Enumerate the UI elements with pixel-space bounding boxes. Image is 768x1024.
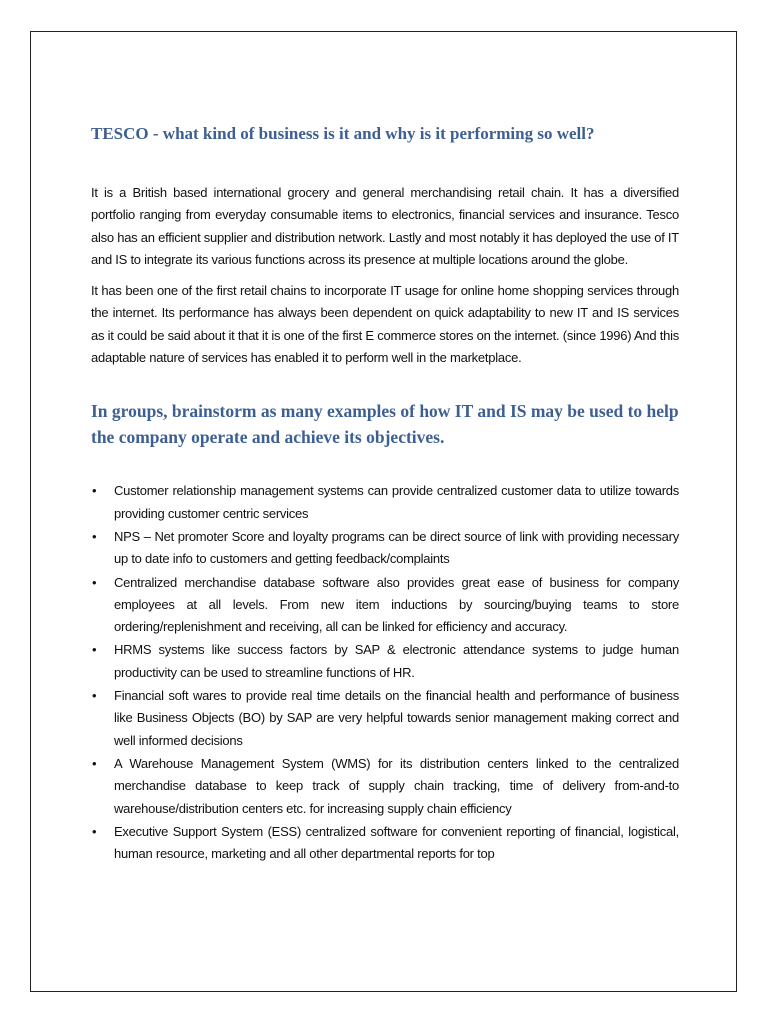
list-item	[91, 480, 679, 525]
list-item-text: Centralized merchandise database software also provides great ease of business for company employees at all levels. From new item inductions by sourcing/buying teams to store ordering/replenishment and receiving, all can be linked for efficiency and accuracy.	[114, 574, 679, 635]
list-item	[91, 639, 679, 684]
bullet-list	[91, 480, 679, 865]
list-item-text: HRMS systems like success factors by SAP & electronic attendance systems to judge human productivity can be used to streamline functions of HR.	[114, 642, 679, 680]
section-heading: In groups, brainstorm as many examples of how IT and IS may be used to help the company operate and achieve its objectives.	[91, 401, 679, 448]
list-item	[91, 572, 679, 639]
bullet-icon: •	[92, 755, 97, 771]
bullet-icon: •	[92, 574, 97, 590]
list-item-text: Customer relationship management systems can provide centralized customer data to utilize towards providing customer centric services	[114, 483, 679, 521]
list-item	[91, 685, 679, 752]
list-item	[91, 753, 679, 820]
list-item-text: Financial soft wares to provide real time details on the financial health and performance of business like Business Objects (BO) by SAP are very helpful towards senior management making correct and well informed decisions	[114, 688, 679, 748]
bullet-icon: •	[92, 642, 97, 658]
list-item-text: NPS – Net promoter Score and loyalty programs can be direct source of link with providing necessary up to date info to customers and getting feedback/complaints	[114, 528, 679, 567]
list-item	[91, 821, 679, 866]
bullet-icon: •	[92, 688, 97, 704]
paragraph-overview: It is a British based international grocery and general merchandising retail chain. It has a diversified portfolio ranging from everyday consumable items to electronics, financial services and insurance. Tesco also has an efficient supplier and distribution network. Lastly and most notably it has deployed the use of IT and IS to integrate its various functions across its presence at multiple locations around the globe.	[91, 185, 679, 267]
list-item-text: Executive Support System (ESS) centralized software for convenient reporting of financial, logistical, human resource, marketing and all other departmental reports for top	[114, 823, 679, 862]
bullet-icon: •	[92, 823, 97, 839]
bullet-icon: •	[92, 528, 97, 544]
list-item-text: A Warehouse Management System (WMS) for its distribution centers linked to the centralized merchandise database to keep track of supply chain tracking, time of delivery from-and-to warehouse/distribution centers etc. for increasing supply chain efficiency	[114, 755, 679, 816]
bullet-icon: •	[92, 483, 97, 499]
list-item	[91, 526, 679, 571]
page-content	[91, 122, 679, 866]
document-page	[30, 31, 737, 992]
paragraph-performance: It has been one of the first retail chains to incorporate IT usage for online home shopping services through the internet. Its performance has always been dependent on quick adaptability to new IT and IS services as it could be said about it that it is one of the first E commerce stores on the internet. (since 1996) And this adaptable nature of services has enabled it to perform well in the marketplace.	[91, 283, 679, 366]
document-title: TESCO - what kind of business is it and why is it performing so well?	[91, 124, 595, 143]
